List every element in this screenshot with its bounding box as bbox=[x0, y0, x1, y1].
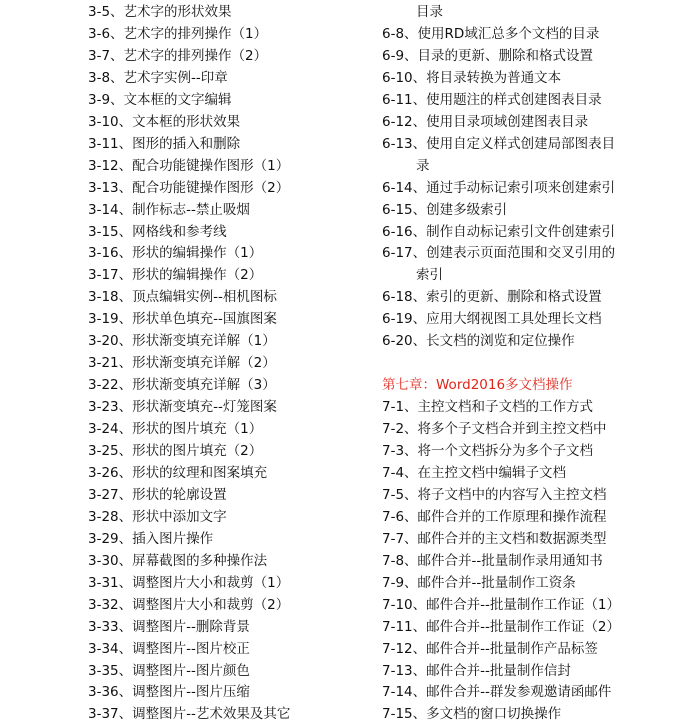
toc-entry: 3-19、形状单色填充--国旗图案 bbox=[88, 311, 277, 328]
toc-entry: 7-7、邮件合并的主文档和数据源类型 bbox=[382, 530, 607, 547]
toc-entry: 3-24、形状的图片填充（1） bbox=[88, 421, 263, 438]
toc-entry: 3-32、调整图片大小和裁剪（2） bbox=[88, 596, 290, 613]
toc-entry: 6-19、应用大纲视图工具处理长文档 bbox=[382, 311, 602, 328]
toc-entry: 索引 bbox=[416, 267, 443, 284]
toc-entry: 6-9、目录的更新、删除和格式设置 bbox=[382, 47, 594, 64]
toc-entry: 7-11、邮件合并--批量制作工作证（2） bbox=[382, 618, 620, 635]
toc-entry: 3-35、调整图片--图片颜色 bbox=[88, 662, 250, 679]
toc-entry: 3-28、形状中添加文字 bbox=[88, 508, 227, 525]
toc-entry: 6-14、通过手动标记索引项来创建索引 bbox=[382, 179, 616, 196]
toc-entry: 6-10、将目录转换为普通文本 bbox=[382, 69, 562, 86]
toc-entry: 3-26、形状的纹理和图案填充 bbox=[88, 464, 268, 481]
toc-entry: 录 bbox=[416, 157, 430, 174]
toc-entry: 3-9、文本框的文字编辑 bbox=[88, 91, 232, 108]
toc-entry: 7-5、将子文档中的内容写入主控文档 bbox=[382, 486, 607, 503]
chapter-heading: 第七章：Word2016多文档操作 bbox=[382, 377, 573, 394]
toc-entry: 3-18、顶点编辑实例--相机图标 bbox=[88, 289, 277, 306]
toc-entry: 7-3、将一个文档拆分为多个子文档 bbox=[382, 443, 594, 459]
toc-entry: 7-9、邮件合并--批量制作工资条 bbox=[382, 574, 576, 591]
toc-entry: 目录 bbox=[416, 4, 443, 20]
toc-entry: 3-10、文本框的形状效果 bbox=[88, 113, 241, 130]
toc-entry: 3-23、形状渐变填充--灯笼图案 bbox=[88, 399, 277, 416]
toc-entry: 6-17、创建表示页面范围和交叉引用的 bbox=[382, 245, 616, 262]
toc-entry: 7-1、主控文档和子文档的工作方式 bbox=[382, 399, 594, 416]
toc-entry: 3-7、艺术字的排列操作（2） bbox=[88, 47, 268, 64]
toc-entry: 3-27、形状的轮廓设置 bbox=[88, 486, 227, 503]
toc-entry: 3-20、形状渐变填充详解（1） bbox=[88, 333, 276, 350]
toc-entry: 3-15、网格线和参考线 bbox=[88, 223, 227, 240]
toc-entry: 3-12、配合功能键操作图形（1） bbox=[88, 157, 290, 174]
toc-entry: 3-25、形状的图片填充（2） bbox=[88, 443, 263, 459]
toc-entry: 6-16、制作自动标记索引文件创建索引 bbox=[382, 223, 616, 240]
toc-entry: 6-8、使用RD域汇总多个文档的目录 bbox=[382, 25, 600, 42]
toc-entry: 3-29、插入图片操作 bbox=[88, 530, 214, 547]
toc-entry: 7-8、邮件合并--批量制作录用通知书 bbox=[382, 552, 603, 569]
toc-entry: 7-15、多文档的窗口切换操作 bbox=[382, 706, 562, 723]
toc-entry: 3-36、调整图片--图片压缩 bbox=[88, 684, 250, 701]
toc-entry: 7-14、邮件合并--群发参观邀请函邮件 bbox=[382, 684, 612, 701]
toc-entry: 7-4、在主控文档中编辑子文档 bbox=[382, 464, 567, 481]
toc-entry: 3-8、艺术字实例--印章 bbox=[88, 69, 228, 86]
toc-entry: 6-11、使用题注的样式创建图表目录 bbox=[382, 91, 602, 108]
toc-entry: 3-31、调整图片大小和裁剪（1） bbox=[88, 574, 290, 591]
toc-entry: 7-10、邮件合并--批量制作工作证（1） bbox=[382, 596, 620, 613]
toc-entry: 3-5、艺术字的形状效果 bbox=[88, 4, 232, 20]
toc-entry: 6-12、使用目录项域创建图表目录 bbox=[382, 113, 589, 130]
toc-entry: 3-11、图形的插入和删除 bbox=[88, 135, 241, 152]
toc-entry: 3-30、屏幕截图的多种操作法 bbox=[88, 552, 268, 569]
toc-entry: 7-12、邮件合并--批量制作产品标签 bbox=[382, 640, 598, 657]
toc-entry: 7-2、将多个子文档合并到主控文档中 bbox=[382, 421, 607, 438]
toc-entry: 7-6、邮件合并的工作原理和操作流程 bbox=[382, 508, 607, 525]
toc-entry: 3-14、制作标志--禁止吸烟 bbox=[88, 201, 250, 218]
toc-entry: 6-15、创建多级索引 bbox=[382, 201, 508, 218]
toc-entry: 6-18、索引的更新、删除和格式设置 bbox=[382, 289, 602, 306]
toc-entry: 3-22、形状渐变填充详解（3） bbox=[88, 377, 276, 394]
toc-entry: 7-13、邮件合并--批量制作信封 bbox=[382, 662, 571, 679]
toc-entry: 6-20、长文档的浏览和定位操作 bbox=[382, 333, 575, 350]
toc-entry: 3-17、形状的编辑操作（2） bbox=[88, 267, 263, 284]
toc-entry: 3-6、艺术字的排列操作（1） bbox=[88, 25, 268, 42]
toc-entry: 3-13、配合功能键操作图形（2） bbox=[88, 179, 290, 196]
toc-entry: 3-21、形状渐变填充详解（2） bbox=[88, 355, 276, 372]
toc-entry: 3-34、调整图片--图片校正 bbox=[88, 640, 250, 657]
toc-entry: 3-16、形状的编辑操作（1） bbox=[88, 245, 263, 262]
toc-entry: 6-13、使用自定义样式创建局部图表目 bbox=[382, 135, 616, 152]
toc-entry: 3-33、调整图片--删除背景 bbox=[88, 618, 250, 635]
toc-entry: 3-37、调整图片--艺术效果及其它 bbox=[88, 706, 291, 723]
